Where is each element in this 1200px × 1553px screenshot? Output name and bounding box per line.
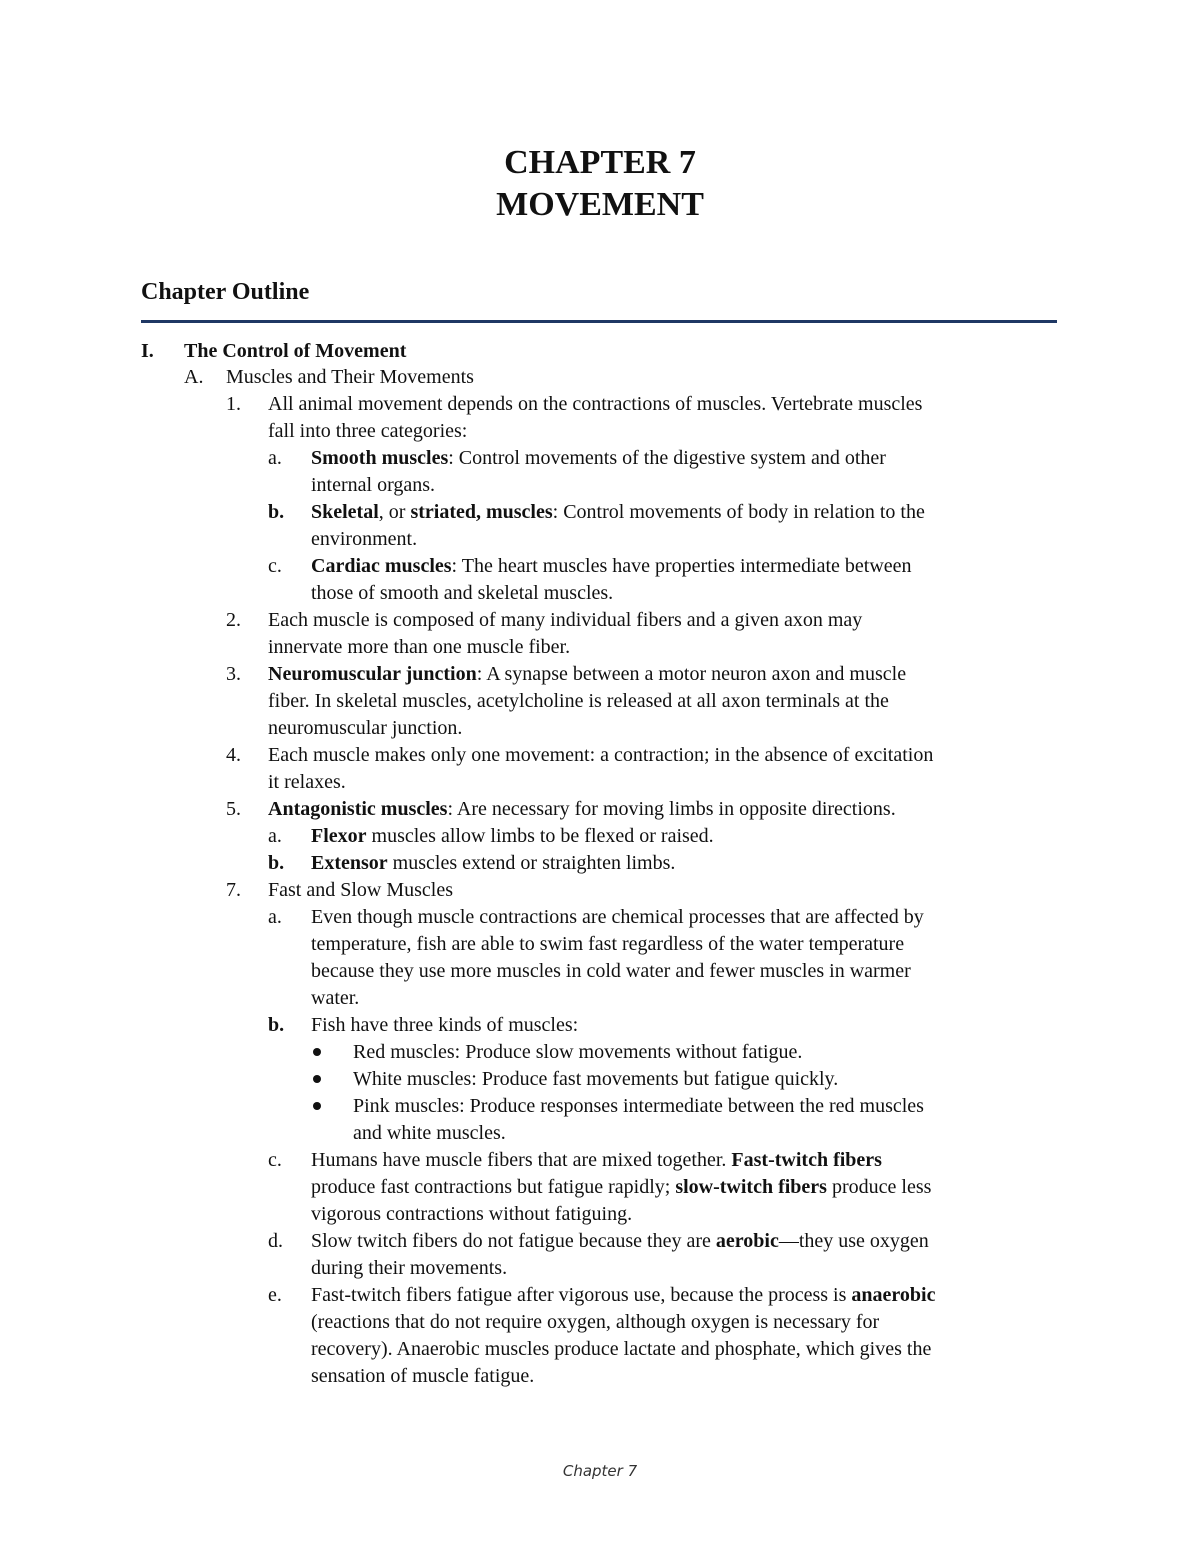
item-text: Extensor muscles extend or straighten limbs.	[311, 852, 676, 874]
item-label: 2.	[226, 609, 241, 631]
item-text: Each muscle is composed of many individual fibers and a given axon may	[268, 609, 863, 631]
item-text: Flexor muscles allow limbs to be flexed or raised.	[311, 825, 714, 847]
item-label: e.	[268, 1284, 282, 1306]
section-title: The Control of Movement	[184, 340, 407, 362]
item-text: Fish have three kinds of muscles:	[311, 1014, 579, 1036]
item-text: water.	[311, 987, 360, 1009]
item-text: fiber. In skeletal muscles, acetylcholine is released at all axon terminals at the	[268, 690, 889, 712]
item-label: a.	[268, 906, 282, 928]
item-text: Smooth muscles: Control movements of the digestive system and other	[311, 447, 886, 469]
item-text: All animal movement depends on the contractions of muscles. Vertebrate muscles	[268, 393, 923, 415]
item-text: during their movements.	[311, 1257, 508, 1279]
item-label: c.	[268, 555, 282, 577]
item-text: Skeletal, or striated, muscles: Control movements of body in relation to the	[311, 501, 925, 523]
bullet-text: Pink muscles: Produce responses intermediate between the red muscles	[353, 1095, 924, 1117]
subsection-title: Muscles and Their Movements	[226, 366, 474, 388]
item-text: Even though muscle contractions are chemical processes that are affected by	[311, 906, 924, 928]
item-text: Antagonistic muscles: Are necessary for moving limbs in opposite directions.	[268, 798, 896, 820]
item-text: those of smooth and skeletal muscles.	[311, 582, 614, 604]
item-text: Fast-twitch fibers fatigue after vigorous use, because the process is anaerobic	[311, 1284, 936, 1306]
bullet-icon	[313, 1075, 321, 1083]
item-text: fall into three categories:	[268, 420, 468, 442]
item-text: temperature, fish are able to swim fast regardless of the water temperature	[311, 933, 905, 955]
item-label: 5.	[226, 798, 241, 820]
item-label: 4.	[226, 744, 241, 766]
item-label: 1.	[226, 393, 241, 415]
item-text: recovery). Anaerobic muscles produce lactate and phosphate, which gives the	[311, 1338, 932, 1360]
item-text: vigorous contractions without fatiguing.	[311, 1203, 633, 1225]
item-text: Neuromuscular junction: A synapse between a motor neuron axon and muscle	[268, 663, 907, 685]
item-label: c.	[268, 1149, 282, 1171]
item-text: (reactions that do not require oxygen, although oxygen is necessary for	[311, 1311, 880, 1333]
item-text: Fast and Slow Muscles	[268, 879, 453, 901]
bullet-text: Red muscles: Produce slow movements without fatigue.	[353, 1041, 803, 1063]
item-text: sensation of muscle fatigue.	[311, 1365, 535, 1387]
bullet-text: White muscles: Produce fast movements but fatigue quickly.	[353, 1068, 839, 1090]
item-label: a.	[268, 825, 282, 847]
section-number: I.	[141, 340, 154, 362]
item-text: Slow twitch fibers do not fatigue because they are aerobic—they use oxygen	[311, 1230, 929, 1252]
heading-rule	[141, 320, 1057, 323]
item-text: innervate more than one muscle fiber.	[268, 636, 571, 658]
bullet-icon	[313, 1048, 321, 1056]
item-text: internal organs.	[311, 474, 436, 496]
item-text: Cardiac muscles: The heart muscles have properties intermediate between	[311, 555, 912, 577]
outline-heading: Chapter Outline	[141, 279, 310, 305]
chapter-number: CHAPTER 7	[504, 144, 696, 181]
item-label: 7.	[226, 879, 241, 901]
item-label: b.	[268, 1014, 285, 1036]
item-text: Humans have muscle fibers that are mixed together. Fast-twitch fibers	[311, 1149, 882, 1171]
item-text: because they use more muscles in cold water and fewer muscles in warmer	[311, 960, 911, 982]
item-label: b.	[268, 501, 285, 523]
chapter-title: MOVEMENT	[496, 186, 704, 223]
item-label: d.	[268, 1230, 283, 1252]
item-text: neuromuscular junction.	[268, 717, 463, 739]
item-text: produce fast contractions but fatigue rapidly; slow-twitch fibers produce less	[311, 1176, 932, 1198]
item-label: a.	[268, 447, 282, 469]
item-label: 3.	[226, 663, 241, 685]
page-footer: Chapter 7	[562, 1462, 638, 1480]
item-text: environment.	[311, 528, 418, 550]
item-label: b.	[268, 852, 285, 874]
bullet-text: and white muscles.	[353, 1122, 506, 1144]
item-text: Each muscle makes only one movement: a contraction; in the absence of excitation	[268, 744, 934, 766]
item-text: it relaxes.	[268, 771, 346, 793]
bullet-icon	[313, 1102, 321, 1110]
subsection-label: A.	[184, 366, 204, 388]
